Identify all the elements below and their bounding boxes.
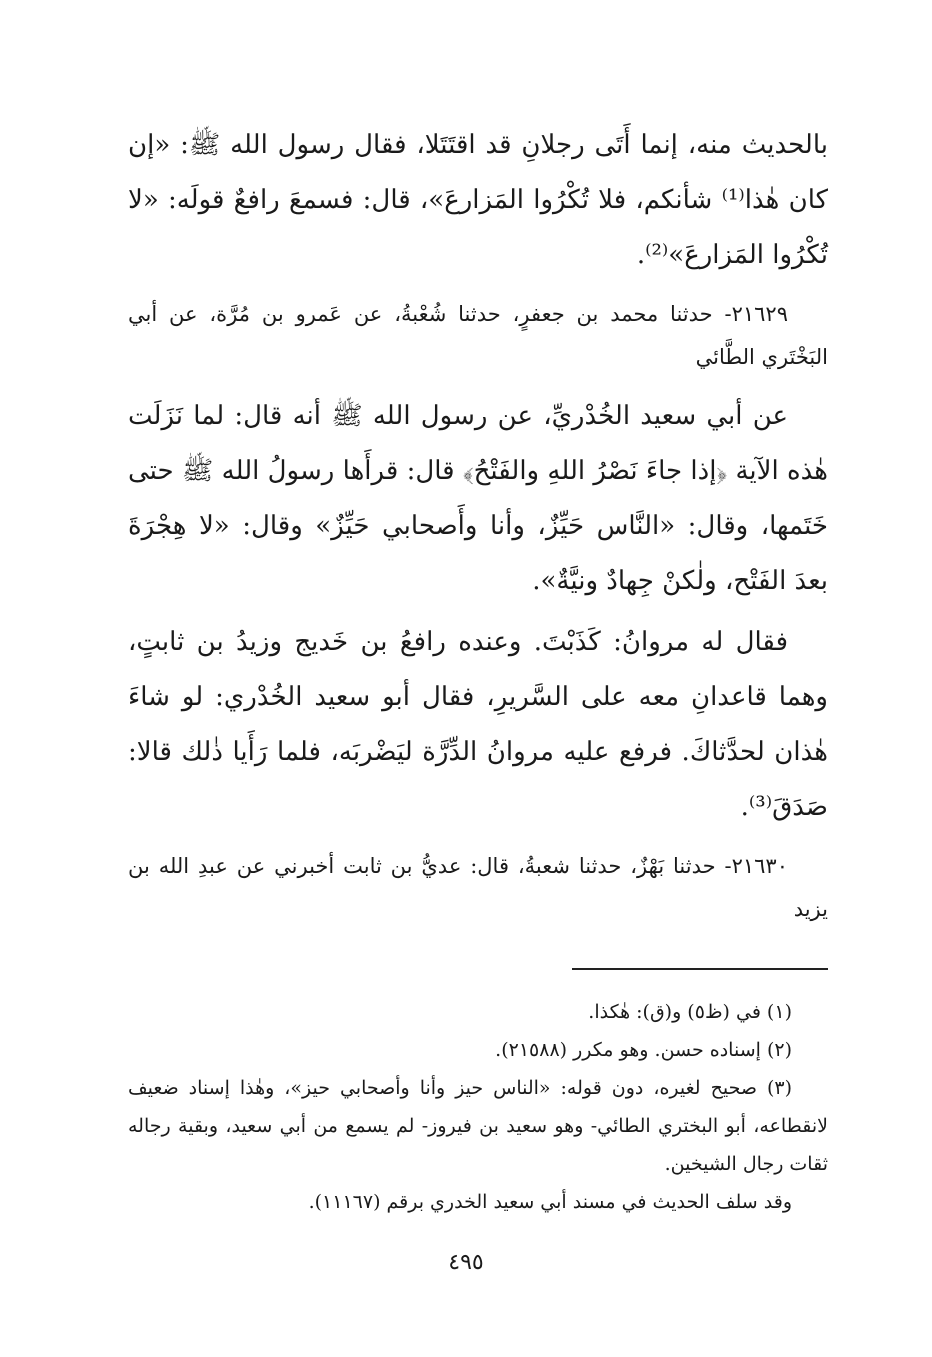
footnote: (٣) صحيح لغيره، دون قوله: «الناس حيز وأنا وأصحابي حيز»، وهٰذا إسناد ضعيف لانقطاعه، أبو البختري الطائي- وهو سعيد بن فيروز- لم يسمع من أبي سعيد، وبقية رجاله ثقات رجال الشيخين. [128, 1077, 828, 1175]
hadith-text-paragraph: فقال له مروانُ: كَذَبْتَ. وعنده رافعُ بن خَديج وزيدُ بن ثابتٍ، وهما قاعدانِ معه على السَّريرِ، فقال أبو سعيد الخُدْري: لو شاءَ هٰذان لحدَّثاكَ. فرفع عليه مروانُ الدِّرَّة ليَضْربَه، فلما رَأَيا ذٰلك قالا: صَدَقَ⁽³⁾. [128, 627, 828, 822]
footnotes [128, 993, 828, 1221]
footnote-continuation: وقد سلف الحديث في مسند أبي سعيد الخدري برقم (١١١٦٧). [308, 1191, 792, 1213]
hadith-chain-heading: ٢١٦٣٠- حدثنا بَهْزٌ، حدثنا شعبةُ، قال: عديُّ بن ثابت أخبرني عن عبدِ الله بن يزيد [128, 854, 828, 921]
hadith-text-paragraph: بالحديث منه، إنما أَتَى رجلانِ قد اقتَتَلا، فقال رسول الله ﷺ: «إن كان هٰذا⁽¹⁾ شأنكم، فلا تُكْرُوا المَزارعَ»، قال: فسمعَ رافعٌ قولَه: «لا تُكْرُوا المَزارعَ»⁽²⁾. [128, 130, 828, 270]
hadith-text-paragraph: عن أبي سعيد الخُدْريِّ، عن رسول الله ﷺ أنه قال: لما نَزَلَت هٰذه الآية ﴿إذا جاءَ نَصْرُ اللهِ والفَتْحُ﴾ قال: قرأَها رسولُ الله ﷺ حتى خَتَمها، وقال: «النَّاس حَيِّزٌ، وأنا وأَصحابي حَيِّزٌ» وقال: «لا هِجْرَةَ بعدَ الفَتْح، ولٰكنْ جِهادٌ ونيَّةٌ». [128, 401, 828, 596]
footnote-separator [572, 968, 828, 970]
footnote: (٢) إسناده حسن. وهو مكرر (٢١٥٨٨). [495, 1039, 792, 1061]
hadith-chain-heading: ٢١٦٢٩- حدثنا محمد بن جعفرٍ، حدثنا شُعْبةُ، عن عَمرو بن مُرَّة، عن أبي البَخْتَري الطَّائي [128, 302, 828, 369]
main-text [128, 118, 828, 931]
page-number: ٤٩٥ [448, 1250, 484, 1275]
footnote: (١) في (ظ٥) و(ق): هٰكذا. [588, 1001, 792, 1023]
